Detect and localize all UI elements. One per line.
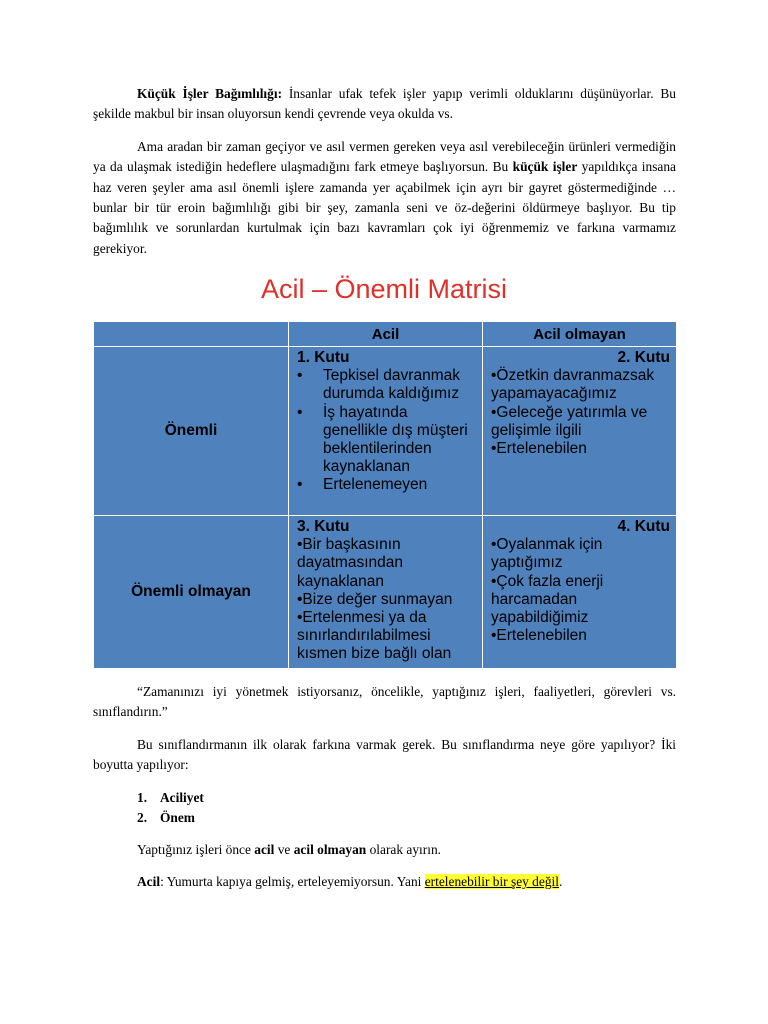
box-heading: 3. Kutu (297, 518, 350, 535)
matrix-title: Acil – Önemli Matrisi (260, 274, 508, 304)
classification-paragraph: Bu sınıflandırmanın ilk olarak farkına varmak gerek. Bu sınıflandırma neye göre yapılıyor? İki boyutta yapılıyor: (93, 736, 676, 773)
acil-ayirin-paragraph (93, 840, 676, 860)
list-number: 2. (137, 809, 148, 825)
box-item: •Bize değer sunmayan (297, 590, 453, 608)
dimensions-list (93, 788, 676, 828)
list-item (93, 808, 676, 828)
acil-definition-paragraph (93, 872, 676, 892)
matrix-header-acil: Acil (289, 322, 483, 347)
urgent-important-matrix (93, 321, 677, 669)
matrix-row-label: Önemli olmayan (94, 516, 289, 669)
box-item: •Özetkin davranmazsak yapamayacağımız (491, 367, 655, 403)
paragraph-bold: acil olmayan (293, 841, 367, 857)
paragraph-bold-lead: Küçük İşler Bağımlılığı: (137, 86, 283, 101)
list-label: Önem (160, 809, 195, 825)
matrix-header-acil-olmayan: Acil olmayan (483, 322, 677, 347)
matrix-box-3 (289, 516, 483, 669)
paragraph-text: . (558, 874, 563, 890)
box-item: • Tepkisel davranmak durumda kaldığımız (297, 367, 476, 403)
box-item: •Bir başkasının dayatmasından kaynaklanan (297, 536, 403, 590)
matrix-row-label: Önemli (94, 347, 289, 516)
paragraph-bold: küçük işler (512, 159, 578, 175)
matrix-corner-cell (94, 322, 289, 347)
box-item: •Geleceğe yatırımla ve gelişimle ilgili (491, 403, 648, 439)
paragraph-text: olarak ayırın. (366, 841, 441, 857)
paragraph-text: Yaptığınız işleri önce (137, 841, 255, 857)
box-heading: 4. Kutu (617, 518, 670, 535)
paragraph-kucuk-isler (93, 84, 676, 125)
paragraph-bold: Acil (137, 874, 161, 890)
box-item: • İş hayatında genellikle dış müşteri beklentilerinden kaynaklanan (297, 404, 476, 477)
paragraph-text: yapıldıkça insana haz veren şeyler ama asıl önemli işlere zamanda yer açabilmek için ayrı bir gayret göstermediğinde … bunlar bir tür eroin bağımlılığı gibi bir şey, zamanla seni ve öz-değerini öldürmeye başlıyor. Bu tip bağımlılık ve sorunlardan kurtulmak için bazı kavramları çok iyi öğrenmemiz ve farkına varmamız gerekiyor. (93, 159, 676, 256)
box-heading: 2. Kutu (617, 349, 670, 366)
box-item: •Ertelenmesi ya da sınırlandırılabilmesi kısmen bize bağlı olan (297, 609, 452, 663)
box-heading: 1. Kutu (297, 349, 350, 366)
list-label: Aciliyet (160, 789, 204, 805)
box-item: •Çok fazla enerji harcamadan yapabildiğimiz (491, 572, 604, 627)
matrix-box-2 (483, 347, 677, 516)
paragraph-text: İnsanlar ufak tefek işler yapıp verimli olduklarını düşünüyorlar. Bu şekilde makbul bir insan oluyorsun kendi çevrende veya okulda vs. (93, 86, 676, 122)
box-item: • Ertelenemeyen (297, 476, 476, 494)
paragraph-ama-aradan (93, 137, 676, 259)
matrix-header-row (94, 322, 677, 347)
box-item: •Oyalanmak için yaptığımız (491, 536, 603, 572)
intro-section (93, 84, 676, 259)
matrix-box-1 (289, 347, 483, 516)
quote-paragraph: “Zamanınızı iyi yönetmek istiyorsanız, öncelikle, yaptığınız işleri, faaliyetleri, görevleri vs. sınıflandırın.” (93, 684, 676, 720)
after-matrix-section (93, 682, 676, 892)
paragraph-bold: acil (254, 841, 275, 857)
box-item: •Ertelenebilen (491, 440, 587, 458)
matrix-box-4 (483, 516, 677, 669)
paragraph-text: ve (274, 841, 294, 857)
list-item (93, 788, 676, 808)
matrix-row-onemli (94, 347, 677, 516)
box-item: •Ertelenebilen (491, 627, 587, 645)
matrix-row-onemli-olmayan (94, 516, 677, 669)
list-number: 1. (137, 789, 148, 805)
highlighted-text: ertelenebilir bir şey değil (424, 874, 559, 890)
paragraph-text: : Yumurta kapıya gelmiş, erteleyemiyorsun. Yani (160, 874, 425, 890)
paragraph-text: Ama aradan bir zaman geçiyor ve asıl vermen gereken veya asıl verebileceğin ürünleri vermediğin ya da ulaşmak istediğin hedeflere ulaşmadığını fark etmeye başlıyorsun. Bu (93, 138, 676, 175)
